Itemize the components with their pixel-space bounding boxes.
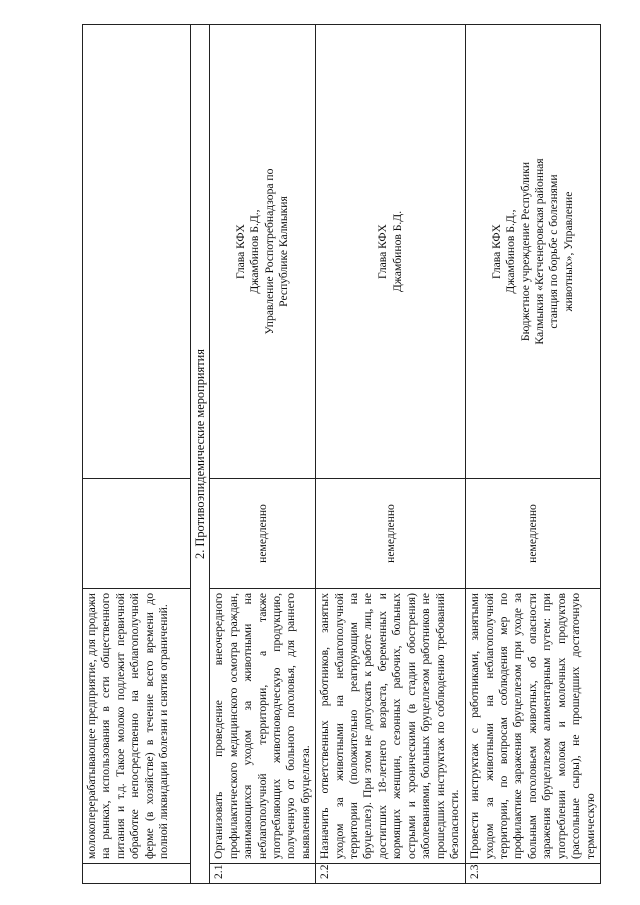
responsible-line: животных», Управление bbox=[561, 191, 575, 312]
row-action: Назначить ответственных работников, занятых уходом за животными на неблагополучной территории (положительно реагирующим на бруцеллез). При этом не допускать к работе лиц, не достигших 18-летнего возраста, беременных и кормящих женщин, сезонных рабочих, больных острыми и хроническими (в стадии обострения) заболеваниями, больных бруцеллезом работников не прошедших инструктаж по соблюдению требований безопасности. bbox=[316, 589, 466, 864]
row-term: немедленно bbox=[466, 479, 601, 589]
table-row bbox=[466, 25, 601, 884]
responsible-line: Глава КФХ bbox=[234, 224, 248, 279]
row-action: Организовать проведение внеочередного профилактического медицинского осмотра граждан, занимающихся уходом за животными на неблагополучной территории, а также употребляющих животноводческую продукцию, полученную от больного поголовья, для раннего выявления бруцеллеза. bbox=[210, 589, 316, 864]
responsible-line: Джамбинов Б.Д., bbox=[248, 209, 262, 294]
row-number: 2.1 bbox=[210, 864, 316, 884]
row-responsible bbox=[210, 25, 316, 479]
table-row-section bbox=[191, 25, 210, 884]
row-number: 2.2 bbox=[316, 864, 466, 884]
rotated-sheet bbox=[82, 24, 612, 884]
measures-table bbox=[82, 24, 601, 884]
row-term: немедленно bbox=[316, 479, 466, 589]
responsible-line: Республике Калмыкия bbox=[277, 196, 291, 307]
responsible-line: Джамбинов Б.Д., bbox=[504, 209, 518, 294]
table-wrapper bbox=[82, 24, 612, 884]
cell-term-empty bbox=[83, 479, 191, 589]
responsible-line: Джамбинов Б.Д. bbox=[390, 210, 404, 293]
responsible-line: станция по борьбе с болезнями bbox=[547, 174, 561, 329]
row-number: 2.3 bbox=[466, 864, 601, 884]
row-action: Провести инструктаж с работниками, занятыми уходом за животными на неблагополучной территории, по вопросам соблюдения мер по профилактике заражения бруцеллезом при уходе за больным поголовьем животных, об опасности заражения бруцеллезом алиментарным путем: при употреблении молока и молочных продуктов (рассольные сыры), не прошедших достаточную термическую bbox=[466, 589, 601, 864]
section-title: 2. Противоэпидемические мероприятия bbox=[191, 25, 210, 884]
row-responsible bbox=[466, 25, 601, 479]
cell-continued-text: молокоперерабатывающее предприятие, для продажи на рынках, использования в сети общественного питания и т.д. Такое молоко подлежит первичной обработке непосредственно на неблагополучной ферме (в хозяйстве) в течение всего времени до полной ликвидации болезни и снятия ограничений. bbox=[83, 589, 191, 864]
cell-resp-empty bbox=[83, 25, 191, 479]
responsible-line: Управление Роспотребнадзора по bbox=[262, 168, 276, 335]
cell-num-empty bbox=[83, 864, 191, 884]
responsible-line: Глава КФХ bbox=[376, 224, 390, 279]
responsible-line: Бюджетное учреждение Республики bbox=[518, 161, 532, 342]
responsible-line: Калмыкия «Кетченеровская районная bbox=[533, 158, 547, 345]
row-responsible bbox=[316, 25, 466, 479]
row-term: немедленно bbox=[210, 479, 316, 589]
table-row-continued bbox=[83, 25, 191, 884]
responsible-line: Глава КФХ bbox=[489, 224, 503, 279]
table-row bbox=[316, 25, 466, 884]
table-row bbox=[210, 25, 316, 884]
